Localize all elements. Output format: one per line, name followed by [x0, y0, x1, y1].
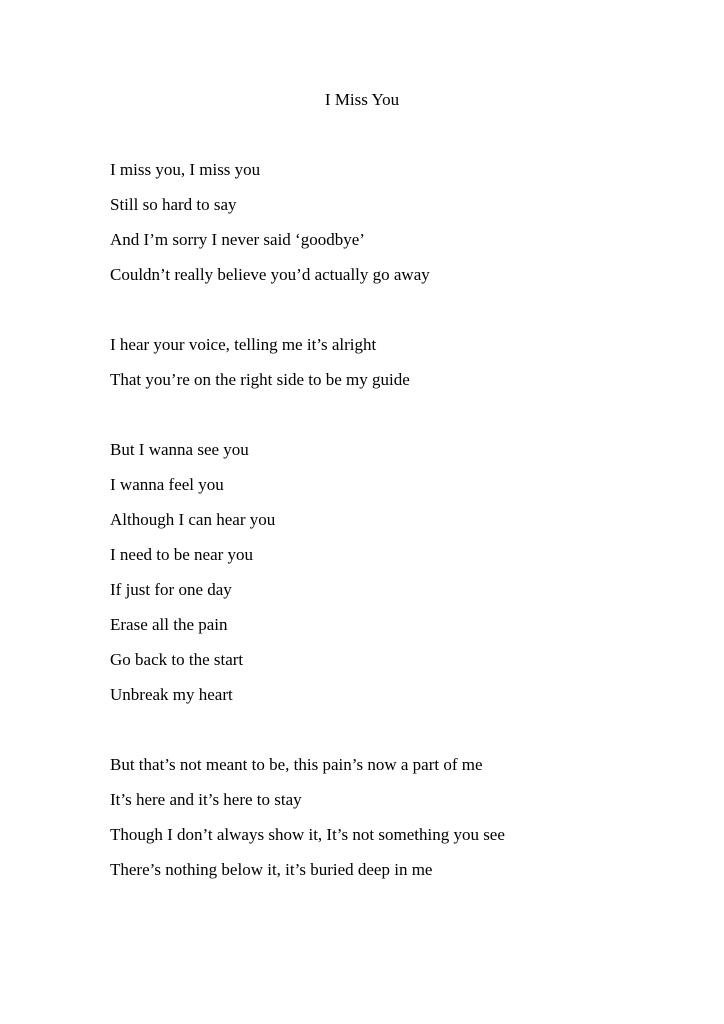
poem-line: It’s here and it’s here to stay: [110, 790, 302, 809]
poem-line: That you’re on the right side to be my guide: [110, 370, 410, 389]
poem-line: I hear your voice, telling me it’s alright: [110, 335, 377, 354]
poem-line: I wanna feel you: [110, 475, 224, 494]
poem-line: Erase all the pain: [110, 615, 228, 634]
poem-line: I miss you, I miss you: [110, 160, 261, 179]
poem-line: I need to be near you: [110, 545, 254, 564]
poem-line: If just for one day: [110, 580, 232, 599]
poem-line: But I wanna see you: [110, 440, 249, 459]
poem-line: Go back to the start: [110, 650, 244, 669]
poem-title: I Miss You: [324, 90, 400, 109]
poem-line: There’s nothing below it, it’s buried deep in me: [110, 860, 433, 879]
poem-line: Still so hard to say: [110, 195, 237, 214]
poem-line: Although I can hear you: [110, 510, 276, 529]
poem-line: And I’m sorry I never said ‘goodbye’: [110, 230, 365, 249]
poem-line: Unbreak my heart: [110, 685, 233, 704]
poem-line: Though I don’t always show it, It’s not something you see: [110, 825, 505, 844]
poem-line: But that’s not meant to be, this pain’s now a part of me: [110, 755, 483, 774]
poem-line: Couldn’t really believe you’d actually go away: [110, 265, 430, 284]
